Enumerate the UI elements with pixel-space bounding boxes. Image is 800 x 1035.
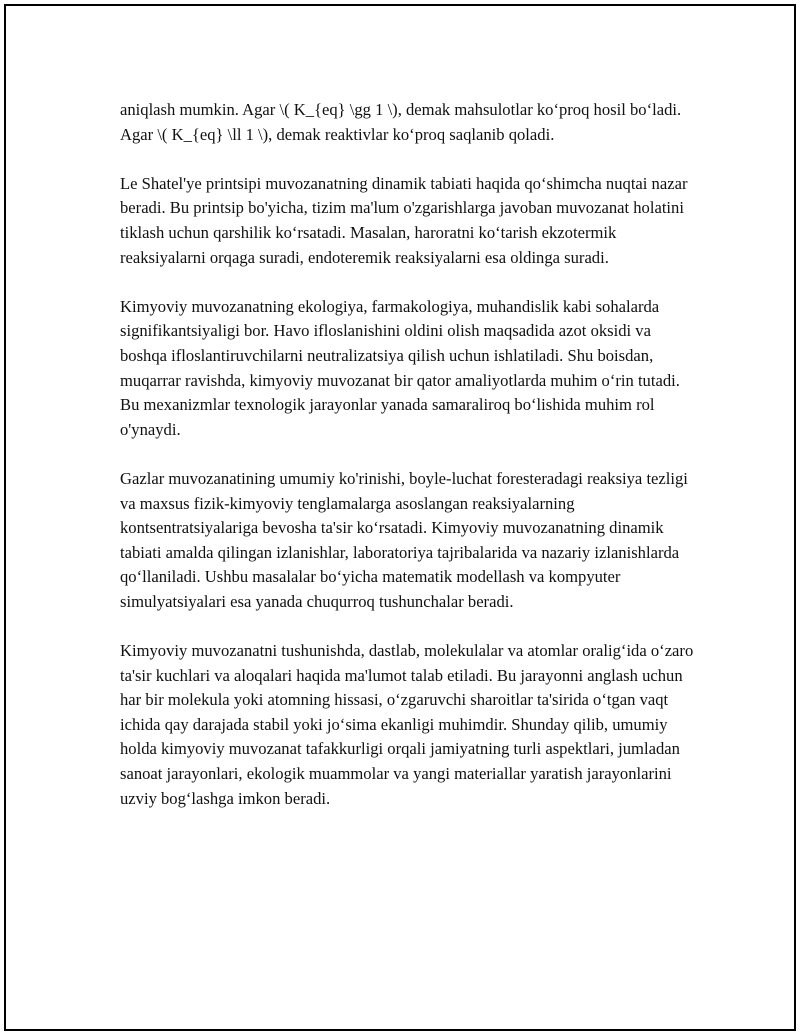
paragraph: Gazlar muvozanatining umumiy ko'rinishi, boyle-luchat foresteradagi reaksiya tezligi va maxsus fizik-kimyoviy tenglamalarga asoslangan reaksiyalarning kontsentratsiyalariga bevosha ta'sir ko‘rsatadi. Kimyoviy muvozanatning dinamik tabiati amalda qilingan izlanishlar, laboratoriya tajribalarida va nazariy izlanishlarda qo‘llaniladi. Ushbu masalalar bo‘yicha matematik modellash va kompyuter simulyatsiyalari esa yanada chuqurroq tushunchalar beradi. <box>120 468 688 611</box>
paragraph: Kimyoviy muvozanatning ekologiya, farmakologiya, muhandislik kabi sohalarda signifikantsiyaligi bor. Havo ifloslanishini oldini olish maqsadida azot oksidi va boshqa ifloslantiruvchilarni neutralizatsiya qilish uchun ishlatiladi. Shu boisdan, muqarrar ravishda, kimyoviy muvozanat bir qator amaliyotlarda muhim o‘rin tutadi. Bu mexanizmlar texnologik jarayonlar yanada samaraliroq bo‘lishida muhim rol o'ynaydi. <box>120 296 680 439</box>
paragraph: Kimyoviy muvozanatni tushunishda, dastlab, molekulalar va atomlar oralig‘ida o‘zaro ta'sir kuchlari va aloqalari haqida ma'lumot talab etiladi. Bu jarayonni anglash uchun har bir molekula yoki atomning hissasi, o‘zgaruvchi sharoitlar ta'sirida o‘tgan vaqt ichida qay darajada stabil yoki jo‘sima ekanligi muhimdir. Shunday qilib, umumiy holda kimyoviy muvozanat tafakkurligi orqali jamiyatning turli aspektlari, jumladan sanoat jarayonlari, ekologik muammolar va yangi materiallar yaratish jarayonlarini uzviy bog‘lashga imkon beradi. <box>120 641 694 808</box>
document-body <box>120 98 700 836</box>
document-page <box>4 4 796 1031</box>
paragraph: Le Shatel'ye printsipi muvozanatning dinamik tabiati haqida qo‘shimcha nuqtai nazar beradi. Bu printsip bo'yicha, tizim ma'lum o'zgarishlarga javoban muvozanat holatini tiklash uchun qarshilik ko‘rsatadi. Masalan, haroratni ko‘tarish ekzotermik reaksiyalarni orqaga suradi, endoteremik reaksiyalarni esa oldinga suradi. <box>120 173 688 267</box>
paragraph: aniqlash mumkin. Agar \( K_{eq} \gg 1 \), demak mahsulotlar ko‘proq hosil bo‘ladi. Agar \( K_{eq} \ll 1 \), demak reaktivlar ko‘proq saqlanib qoladi. <box>120 100 682 144</box>
